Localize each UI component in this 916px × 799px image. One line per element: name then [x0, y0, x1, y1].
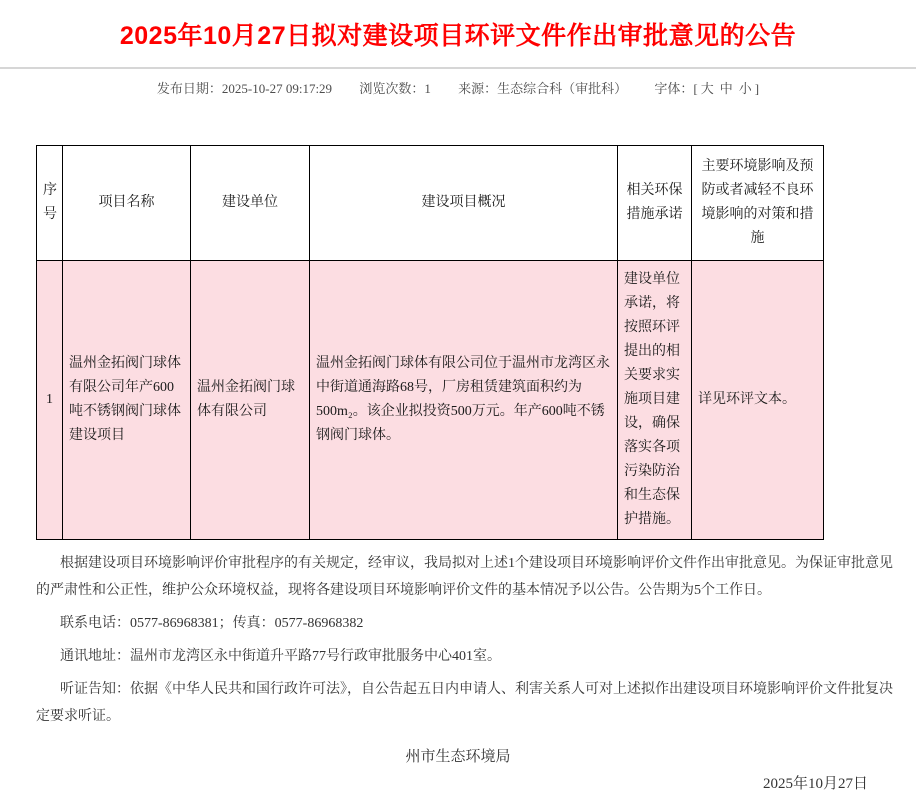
- cell-construction-unit: 温州金拓阀门球体有限公司: [191, 261, 310, 540]
- view-count: 浏览次数：1: [359, 81, 431, 96]
- paragraph-contact-phone: 联系电话：0577-86968381；传真：0577-86968382: [60, 616, 364, 631]
- announcement-date: 2025年10月27日: [762, 776, 868, 792]
- title-bar: [0, 0, 916, 67]
- header-seq: 序号: [37, 146, 63, 261]
- font-size-control: [654, 81, 759, 96]
- table-row: [37, 261, 824, 540]
- cell-env-impact-measures: 详见环评文本。: [692, 261, 824, 540]
- cell-project-name: 温州金拓阀门球体有限公司年产600吨不锈钢阀门球体建设项目: [63, 261, 191, 540]
- announcement-body: [0, 550, 916, 730]
- paragraph-hearing-notice: 听证告知：依据《中华人民共和国行政许可法》，自公告起五日内申请人、利害关系人可对上述拟作出建设项目环境影响评价文件批复决定要求听证。: [36, 682, 893, 724]
- header-project-overview: 建设项目概况: [310, 146, 618, 261]
- meta-bar: [0, 69, 916, 98]
- source: 来源：生态综合科（审批科）: [458, 81, 628, 96]
- header-construction-unit: 建设单位: [191, 146, 310, 261]
- page-title: 2025年10月27日拟对建设项目环评文件作出审批意见的公告: [119, 21, 797, 50]
- cell-env-commitment: 建设单位承诺，将按照环评提出的相关要求实施项目建设，确保落实各项污染防治和生态保护措施。: [618, 261, 692, 540]
- publish-date: 发布日期：2025-10-27 09:17:29: [156, 81, 333, 96]
- cell-seq: 1: [37, 261, 63, 540]
- font-size-medium[interactable]: 中: [719, 81, 733, 96]
- header-project-name: 项目名称: [63, 146, 191, 261]
- approval-table: [36, 145, 824, 540]
- font-size-small[interactable]: 小: [738, 81, 752, 96]
- issuing-authority: 州市生态环境局: [405, 749, 511, 765]
- header-env-impact-measures: 主要环境影响及预防或者减轻不良环境影响的对策和措施: [692, 146, 824, 261]
- font-size-label-end: ]: [754, 81, 760, 96]
- cell-project-overview: 温州金拓阀门球体有限公司位于温州市龙湾区永中街道通海路68号，厂房租赁建筑面积约为500m₂。该企业拟投资500万元。年产600吨不锈钢阀门球体。: [310, 261, 618, 540]
- header-env-commitment: 相关环保措施承诺: [618, 146, 692, 261]
- font-size-large[interactable]: 大: [700, 81, 714, 96]
- table-header-row: [37, 146, 824, 261]
- font-size-label: 字体：[: [654, 81, 698, 96]
- paragraph-mail-address: 通讯地址：温州市龙湾区永中街道升平路77号行政审批服务中心401室。: [60, 649, 501, 664]
- paragraph-approval-notice: 根据建设项目环境影响评价审批程序的有关规定，经审议，我局拟对上述1个建设项目环境影响评价文件作出审批意见。为保证审批意见的严肃性和公正性，维护公众环境权益，现将各建设项目环境影响评价文件的基本情况予以公告。公告期为5个工作日。: [36, 556, 893, 598]
